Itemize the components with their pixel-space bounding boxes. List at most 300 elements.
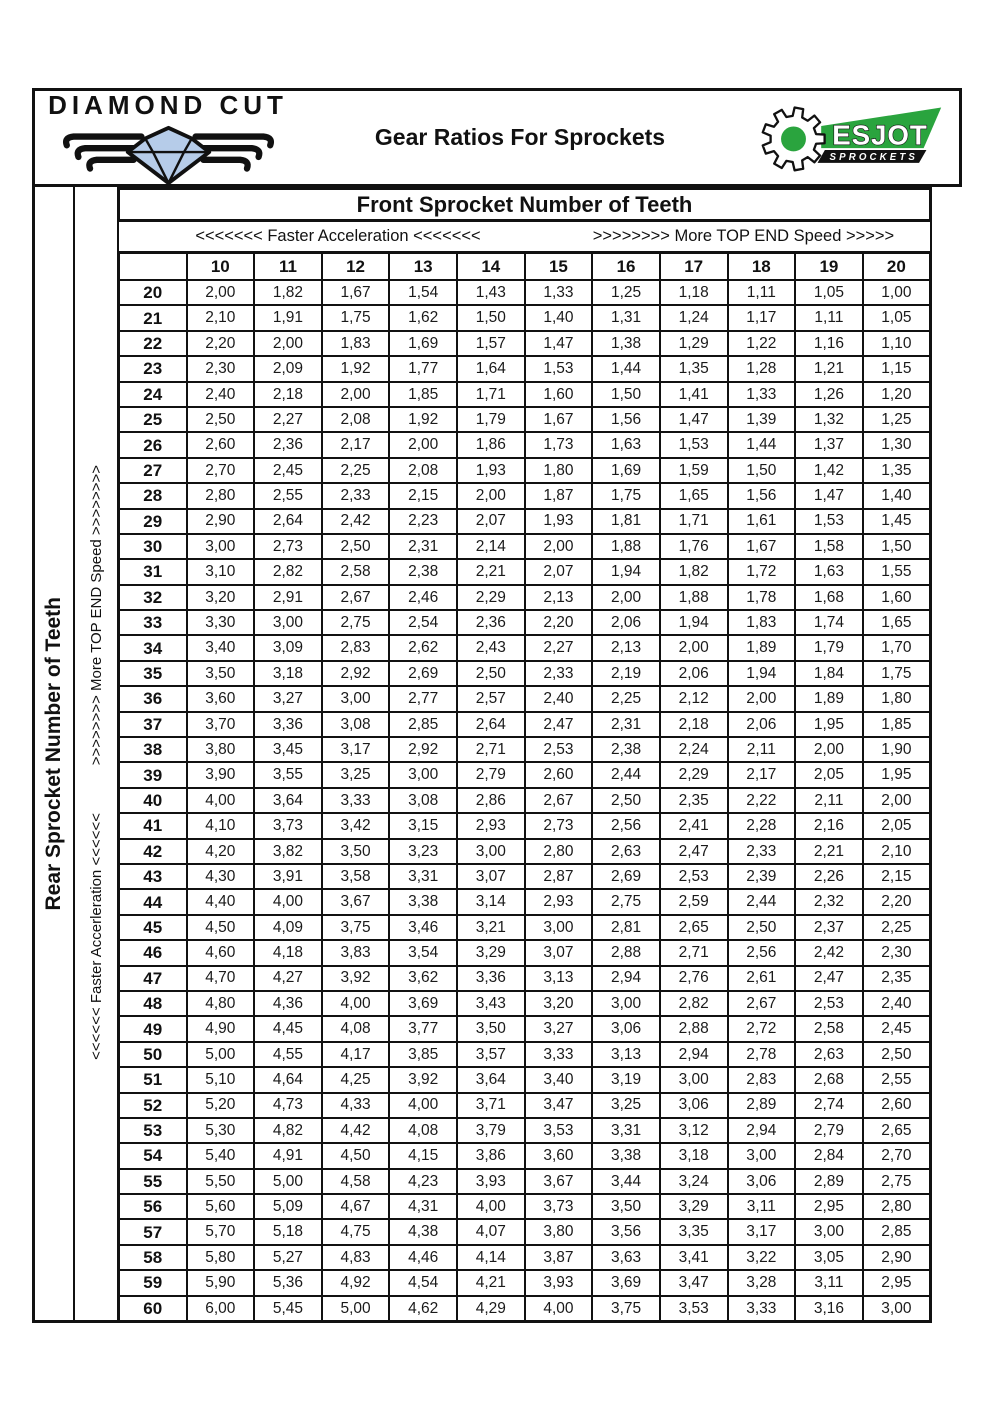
ratio-cell: 3,41 [660,1245,728,1270]
front-teeth-header: 20 [863,253,931,281]
table-row [119,280,931,305]
table-row [119,432,931,457]
ratio-cell: 2,73 [525,813,593,838]
gear-ratio-table [117,251,932,1323]
ratio-cell: 4,00 [322,991,390,1016]
rear-teeth-cell: 46 [119,940,187,965]
ratio-cell: 3,75 [592,1296,660,1322]
ratio-cell: 1,67 [322,280,390,305]
ratio-cell: 2,69 [389,661,457,686]
ratio-cell: 3,00 [525,915,593,940]
ratio-cell: 2,27 [254,407,322,432]
ratio-cell: 5,00 [322,1296,390,1322]
ratio-cell: 1,71 [660,509,728,534]
ratio-cell: 2,41 [660,813,728,838]
ratio-cell: 3,00 [254,610,322,635]
ratio-cell: 1,70 [863,635,931,660]
rear-teeth-cell: 59 [119,1270,187,1295]
ratio-cell: 3,53 [525,1118,593,1143]
ratio-cell: 1,89 [795,686,863,711]
ratio-cell: 1,68 [795,585,863,610]
ratio-cell: 1,93 [525,509,593,534]
ratio-cell: 2,46 [389,585,457,610]
ratio-cell: 2,60 [863,1093,931,1118]
esjot-sprocket-icon [751,102,956,174]
ratio-cell: 1,39 [728,407,796,432]
ratio-cell: 1,32 [795,407,863,432]
ratio-cell: 2,80 [187,483,255,508]
ratio-cell: 3,92 [389,1067,457,1092]
rear-teeth-cell: 42 [119,839,187,864]
ratio-cell: 2,85 [863,1219,931,1244]
ratio-cell: 3,93 [457,1169,525,1194]
ratio-cell: 4,50 [322,1143,390,1168]
ratio-cell: 3,80 [187,737,255,762]
ratio-cell: 3,33 [525,1042,593,1067]
ratio-cell: 3,07 [525,940,593,965]
ratio-cell: 4,08 [322,1016,390,1041]
ratio-cell: 4,40 [187,889,255,914]
ratio-cell: 2,31 [389,534,457,559]
ratio-cell: 2,77 [389,686,457,711]
ratio-cell: 3,17 [728,1219,796,1244]
ratio-cell: 2,67 [525,788,593,813]
ratio-cell: 2,83 [728,1067,796,1092]
ratio-cell: 2,93 [457,813,525,838]
side-accel-label: <<<<<< Faster Accerleration <<<<<< [87,813,105,1060]
rear-teeth-cell: 53 [119,1118,187,1143]
rear-teeth-cell: 33 [119,610,187,635]
ratio-cell: 1,47 [660,407,728,432]
ratio-cell: 1,42 [795,458,863,483]
ratio-table-body [119,280,931,1322]
table-row [119,1067,931,1092]
front-teeth-header: 10 [187,253,255,281]
ratio-cell: 2,62 [389,635,457,660]
table-row [119,966,931,991]
ratio-cell: 2,55 [863,1067,931,1092]
ratio-cell: 2,54 [389,610,457,635]
ratio-cell: 2,33 [728,839,796,864]
ratio-cell: 2,00 [728,686,796,711]
ratio-cell: 2,00 [322,382,390,407]
ratio-cell: 3,27 [525,1016,593,1041]
ratio-cell: 1,50 [457,305,525,330]
ratio-cell: 1,80 [525,458,593,483]
ratio-cell: 3,00 [795,1219,863,1244]
ratio-cell: 1,56 [592,407,660,432]
ratio-cell: 2,08 [389,458,457,483]
ratio-cell: 4,21 [457,1270,525,1295]
esjot-logo [747,102,959,174]
ratio-cell: 1,74 [795,610,863,635]
table-row [119,813,931,838]
ratio-cell: 3,13 [525,966,593,991]
ratio-cell: 2,37 [795,915,863,940]
ratio-cell: 3,86 [457,1143,525,1168]
ratio-cell: 2,16 [795,813,863,838]
ratio-cell: 2,47 [795,966,863,991]
ratio-cell: 2,19 [592,661,660,686]
ratio-cell: 3,00 [457,839,525,864]
ratio-cell: 5,70 [187,1219,255,1244]
ratio-cell: 3,50 [457,1016,525,1041]
ratio-cell: 1,62 [389,305,457,330]
ratio-cell: 2,13 [592,635,660,660]
ratio-cell: 3,19 [592,1067,660,1092]
ratio-cell: 2,26 [795,864,863,889]
ratio-cell: 4,60 [187,940,255,965]
ratio-cell: 2,08 [322,407,390,432]
ratio-cell: 4,80 [187,991,255,1016]
table-row [119,1118,931,1143]
ratio-cell: 5,45 [254,1296,322,1322]
ratio-cell: 1,15 [863,356,931,381]
corner-cell [119,253,187,281]
front-teeth-header: 17 [660,253,728,281]
ratio-cell: 3,62 [389,966,457,991]
ratio-cell: 2,28 [728,813,796,838]
ratio-cell: 1,82 [660,559,728,584]
ratio-cell: 1,25 [592,280,660,305]
ratio-cell: 3,70 [187,712,255,737]
ratio-cell: 2,55 [254,483,322,508]
ratio-cell: 1,17 [728,305,796,330]
ratio-cell: 2,42 [795,940,863,965]
table-row [119,509,931,534]
ratio-cell: 4,00 [389,1093,457,1118]
ratio-cell: 1,71 [457,382,525,407]
ratio-cell: 3,47 [525,1093,593,1118]
ratio-cell: 3,40 [187,635,255,660]
ratio-cell: 3,82 [254,839,322,864]
ratio-cell: 2,35 [863,966,931,991]
ratio-cell: 2,06 [728,712,796,737]
ratio-cell: 2,25 [863,915,931,940]
ratio-cell: 2,87 [525,864,593,889]
ratio-cell: 4,62 [389,1296,457,1322]
ratio-cell: 2,12 [660,686,728,711]
ratio-cell: 2,92 [389,737,457,762]
ratio-cell: 2,06 [592,610,660,635]
side-speed-label-wrap [75,425,117,805]
ratio-cell: 1,61 [728,509,796,534]
ratio-cell: 2,81 [592,915,660,940]
ratio-cell: 3,25 [322,762,390,787]
ratio-cell: 1,63 [592,432,660,457]
ratio-cell: 1,16 [795,331,863,356]
ratio-cell: 4,64 [254,1067,322,1092]
rear-teeth-cell: 52 [119,1093,187,1118]
ratio-cell: 5,00 [254,1169,322,1194]
ratio-cell: 2,95 [863,1270,931,1295]
ratio-cell: 2,44 [728,889,796,914]
ratio-cell: 4,75 [322,1219,390,1244]
table-row [119,1245,931,1270]
ratio-cell: 3,00 [660,1067,728,1092]
ratio-cell: 2,90 [863,1245,931,1270]
ratio-cell: 3,33 [728,1296,796,1322]
ratio-cell: 5,50 [187,1169,255,1194]
ratio-cell: 1,58 [795,534,863,559]
ratio-cell: 2,71 [660,940,728,965]
ratio-cell: 3,56 [592,1219,660,1244]
ratio-cell: 3,36 [254,712,322,737]
rear-teeth-cell: 39 [119,762,187,787]
ratio-cell: 3,18 [660,1143,728,1168]
ratio-cell: 2,71 [457,737,525,762]
ratio-cell: 2,22 [728,788,796,813]
ratio-cell: 2,53 [660,864,728,889]
rear-axis-column [32,187,75,1323]
ratio-cell: 2,17 [322,432,390,457]
ratio-cell: 5,60 [187,1194,255,1219]
ratio-cell: 3,31 [389,864,457,889]
ratio-cell: 1,43 [457,280,525,305]
rear-teeth-cell: 41 [119,813,187,838]
table-row [119,940,931,965]
ratio-cell: 2,32 [795,889,863,914]
rear-teeth-cell: 25 [119,407,187,432]
ratio-cell: 4,00 [525,1296,593,1322]
ratio-cell: 2,18 [254,382,322,407]
table-row [119,1296,931,1322]
ratio-cell: 2,45 [254,458,322,483]
ratio-cell: 2,95 [795,1194,863,1219]
ratio-cell: 2,25 [322,458,390,483]
ratio-cell: 1,29 [660,331,728,356]
ratio-cell: 1,11 [795,305,863,330]
ratio-cell: 3,08 [389,788,457,813]
header [32,88,962,187]
ratio-cell: 3,43 [457,991,525,1016]
ratio-cell: 3,69 [592,1270,660,1295]
ratio-cell: 1,72 [728,559,796,584]
ratio-cell: 2,42 [322,509,390,534]
ratio-cell: 1,60 [525,382,593,407]
rear-teeth-cell: 54 [119,1143,187,1168]
rear-teeth-cell: 47 [119,966,187,991]
esjot-wordmark: ESJOT [831,118,928,150]
ratio-cell: 1,64 [457,356,525,381]
ratio-cell: 3,24 [660,1169,728,1194]
ratio-cell: 2,88 [592,940,660,965]
ratio-cell: 3,29 [457,940,525,965]
ratio-cell: 1,87 [525,483,593,508]
ratio-cell: 2,31 [592,712,660,737]
ratio-cell: 4,17 [322,1042,390,1067]
ratio-cell: 3,12 [660,1118,728,1143]
ratio-cell: 1,88 [660,585,728,610]
ratio-cell: 2,00 [863,788,931,813]
ratio-cell: 2,94 [728,1118,796,1143]
rear-teeth-cell: 29 [119,509,187,534]
ratio-cell: 4,91 [254,1143,322,1168]
ratio-cell: 3,11 [728,1194,796,1219]
ratio-cell: 2,70 [187,458,255,483]
ratio-cell: 1,24 [660,305,728,330]
ratio-cell: 3,69 [389,991,457,1016]
ratio-cell: 1,31 [592,305,660,330]
ratio-cell: 2,60 [187,432,255,457]
rear-teeth-cell: 32 [119,585,187,610]
ratio-cell: 5,80 [187,1245,255,1270]
table-row [119,1143,931,1168]
ratio-cell: 4,27 [254,966,322,991]
ratio-cell: 5,27 [254,1245,322,1270]
ratio-cell: 3,20 [187,585,255,610]
rear-teeth-cell: 45 [119,915,187,940]
ratio-cell: 1,26 [795,382,863,407]
rear-teeth-cell: 27 [119,458,187,483]
ratio-cell: 2,36 [457,610,525,635]
ratio-cell: 2,50 [457,661,525,686]
ratio-cell: 1,05 [863,305,931,330]
ratio-cell: 2,06 [660,661,728,686]
ratio-cell: 1,11 [728,280,796,305]
ratio-cell: 4,15 [389,1143,457,1168]
ratio-cell: 3,64 [457,1067,525,1092]
ratio-cell: 2,25 [592,686,660,711]
ratio-cell: 2,43 [457,635,525,660]
ratio-cell: 2,10 [187,305,255,330]
ratio-cell: 2,64 [254,509,322,534]
ratio-cell: 5,30 [187,1118,255,1143]
front-teeth-header: 19 [795,253,863,281]
ratio-cell: 2,63 [795,1042,863,1067]
ratio-cell: 2,74 [795,1093,863,1118]
rear-teeth-cell: 55 [119,1169,187,1194]
ratio-cell: 2,89 [728,1093,796,1118]
rear-teeth-cell: 28 [119,483,187,508]
ratio-cell: 3,63 [592,1245,660,1270]
ratio-cell: 1,53 [795,509,863,534]
table-row [119,635,931,660]
ratio-cell: 2,53 [525,737,593,762]
table-row [119,762,931,787]
ratio-cell: 2,09 [254,356,322,381]
ratio-cell: 3,60 [187,686,255,711]
ratio-cell: 2,75 [863,1169,931,1194]
ratio-cell: 3,00 [322,686,390,711]
ratio-cell: 1,47 [795,483,863,508]
table-row [119,889,931,914]
ratio-cell: 4,10 [187,813,255,838]
ratio-cell: 3,08 [322,712,390,737]
ratio-cell: 2,15 [389,483,457,508]
table-row [119,661,931,686]
ratio-cell: 1,10 [863,331,931,356]
ratio-cell: 2,40 [525,686,593,711]
ratio-cell: 2,47 [525,712,593,737]
ratio-cell: 3,40 [525,1067,593,1092]
ratio-cell: 3,36 [457,966,525,991]
ratio-cell: 1,75 [863,661,931,686]
ratio-cell: 2,57 [457,686,525,711]
ratio-cell: 2,44 [592,762,660,787]
ratio-cell: 1,63 [795,559,863,584]
ratio-cell: 3,30 [187,610,255,635]
ratio-cell: 3,29 [660,1194,728,1219]
ratio-cell: 3,06 [592,1016,660,1041]
ratio-cell: 1,30 [863,432,931,457]
ratio-cell: 2,45 [863,1016,931,1041]
ratio-cell: 5,18 [254,1219,322,1244]
ratio-cell: 2,38 [592,737,660,762]
ratio-cell: 2,29 [457,585,525,610]
ratio-cell: 4,36 [254,991,322,1016]
ratio-cell: 2,75 [322,610,390,635]
ratio-cell: 2,27 [525,635,593,660]
rear-teeth-cell: 21 [119,305,187,330]
ratio-cell: 2,65 [660,915,728,940]
ratio-cell: 2,86 [457,788,525,813]
ratio-cell: 1,85 [389,382,457,407]
rear-teeth-cell: 43 [119,864,187,889]
ratio-cell: 2,63 [592,839,660,864]
rear-teeth-cell: 23 [119,356,187,381]
ratio-cell: 1,79 [457,407,525,432]
front-teeth-header: 11 [254,253,322,281]
ratio-cell: 2,30 [863,940,931,965]
ratio-cell: 3,15 [389,813,457,838]
ratio-cell: 1,45 [863,509,931,534]
ratio-cell: 4,83 [322,1245,390,1270]
ratio-cell: 3,00 [592,991,660,1016]
ratio-cell: 3,79 [457,1118,525,1143]
ratio-cell: 4,73 [254,1093,322,1118]
ratio-cell: 3,33 [322,788,390,813]
ratio-cell: 2,69 [592,864,660,889]
page-title: Gear Ratios For Sprockets [374,124,666,150]
ratio-cell: 1,22 [728,331,796,356]
ratio-cell: 4,30 [187,864,255,889]
column-header-row [119,253,931,281]
ratio-cell: 3,22 [728,1245,796,1270]
table-row [119,864,931,889]
ratio-cell: 2,13 [525,585,593,610]
ratio-cell: 2,59 [660,889,728,914]
ratio-cell: 4,50 [187,915,255,940]
ratio-cell: 1,55 [863,559,931,584]
ratio-cell: 2,30 [187,356,255,381]
rear-teeth-cell: 37 [119,712,187,737]
ratio-cell: 1,38 [592,331,660,356]
ratio-cell: 3,05 [795,1245,863,1270]
ratio-cell: 2,23 [389,509,457,534]
ratio-cell: 1,67 [525,407,593,432]
ratio-cell: 5,36 [254,1270,322,1295]
ratio-cell: 2,00 [525,534,593,559]
ratio-cell: 2,21 [795,839,863,864]
ratio-cell: 2,50 [592,788,660,813]
table-row [119,788,931,813]
ratio-cell: 1,60 [863,585,931,610]
ratio-cell: 3,53 [660,1296,728,1322]
ratio-cell: 3,21 [457,915,525,940]
ratio-cell: 3,54 [389,940,457,965]
ratio-cell: 2,75 [592,889,660,914]
rear-teeth-cell: 36 [119,686,187,711]
ratio-cell: 4,54 [389,1270,457,1295]
ratio-cell: 4,31 [389,1194,457,1219]
ratio-cell: 2,85 [389,712,457,737]
ratio-cell: 4,00 [187,788,255,813]
ratio-cell: 1,88 [592,534,660,559]
ratio-cell: 4,90 [187,1016,255,1041]
table-row [119,610,931,635]
ratio-cell: 3,20 [525,991,593,1016]
